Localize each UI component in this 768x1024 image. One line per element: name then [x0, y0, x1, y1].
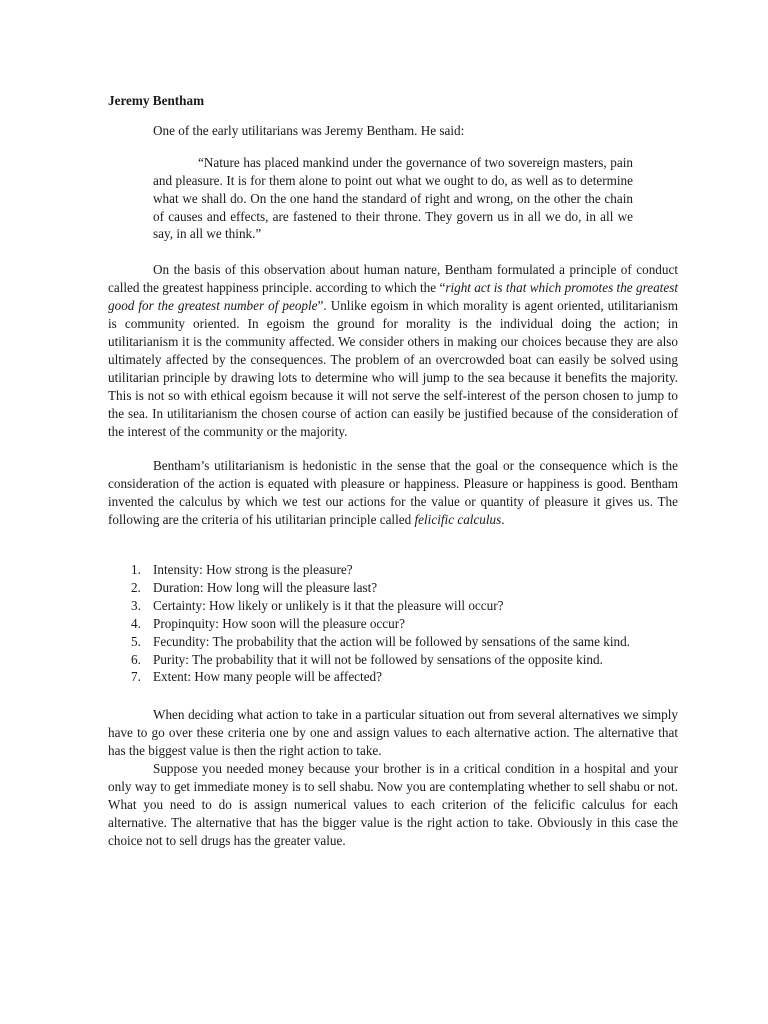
list-item-text: Certainty: How likely or unlikely is it that the pleasure will occur? — [153, 597, 504, 613]
document-heading: Jeremy Bentham — [108, 93, 205, 108]
para1-italic-phrase: right act is that which promotes the greatest good for the greatest number of people — [108, 280, 678, 314]
felicific-criteria-list — [108, 561, 678, 686]
bentham-quote: “Nature has placed mankind under the governance of two sovereign masters, pain and pleasure. It is for them alone to point out what we ought to do, as well as to determine what we shall do. On the one hand the standard of right and wrong, on the other the chain of causes and effects, are fastened to their throne. They govern us in all we do, in all we say, in all we think.” — [153, 154, 633, 242]
list-item — [108, 579, 678, 597]
list-item-text: Propinquity: How soon will the pleasure occur? — [153, 615, 405, 631]
list-item-text: Fecundity: The probability that the action will be followed by sensations of the same kind. — [153, 633, 630, 649]
list-item — [108, 633, 678, 651]
list-item-number: 7. — [131, 669, 141, 685]
hedonism-paragraph — [108, 457, 678, 529]
para2-text-end: . — [501, 512, 505, 528]
list-item-number: 4. — [131, 615, 141, 631]
para2-text-start: Bentham’s utilitarianism is hedonistic in the sense that the goal or the consequence which is the consideration of the action is equated with pleasure or happiness. Pleasure or happiness is good. Bentham invented the calculus by which we test our actions for the value or quantity of pleasure it gives us. The following are the criteria of his utilitarian principle called — [108, 458, 678, 528]
list-item — [108, 668, 678, 686]
list-item — [108, 615, 678, 633]
list-item-number: 1. — [131, 562, 141, 578]
list-item-number: 3. — [131, 597, 141, 613]
example-paragraph: Suppose you needed money because your brother is in a critical condition in a hospital and your only way to get immediate money is to sell shabu. Now you are contemplating whether to sell shabu or not. What you need to do is assign numerical values to each criterion of the felicific calculus for each alternative. The alternative that has the bigger value is the right action to take. Obviously in this case the choice not to sell drugs has the greater value. — [108, 761, 678, 848]
para1-text-start: On the basis of this observation about human nature, Bentham formulated a principle of conduct called the greatest happiness principle. according to which the “ — [108, 262, 678, 296]
list-item — [108, 597, 678, 615]
para1-text-end: ”. Unlike egoism in which morality is agent oriented, utilitarianism is community oriented. In egoism the ground for morality is the individual doing the action; in utilitarianism it is the community affected. We consider others in making our choices because they are also ultimately affected by the consequences. The problem of an overcrowded boat can easily be solved using utilitarian principle by drawing lots to determine who will jump to the sea because it benefits the majority. This is not so with ethical egoism because it will not serve the self-interest of the person chosen to jump to the sea. In utilitarianism the chosen course of action can easily be justified because of the consideration of the interest of the community or the majority. — [108, 298, 678, 439]
list-item — [108, 561, 678, 579]
list-item-number: 5. — [131, 633, 141, 649]
para2-italic-term: felicific calculus — [414, 512, 502, 528]
list-item-number: 2. — [131, 579, 141, 595]
list-item — [108, 651, 678, 669]
list-item-text: Duration: How long will the pleasure last? — [153, 579, 378, 595]
list-item-number: 6. — [131, 651, 141, 667]
greatest-happiness-paragraph — [108, 261, 678, 440]
document-page — [108, 92, 678, 867]
list-item-text: Intensity: How strong is the pleasure? — [153, 562, 353, 578]
list-item-text: Extent: How many people will be affected? — [153, 669, 382, 685]
decision-paragraph: When deciding what action to take in a particular situation out from several alternatives we simply have to go over these criteria one by one and assign values to each alternative action. The alternative that has the biggest value is then the right action to take. — [108, 707, 678, 759]
list-item-text: Purity: The probability that it will not be followed by sensations of the opposite kind. — [153, 651, 603, 667]
intro-paragraph: One of the early utilitarians was Jeremy Bentham. He said: — [153, 122, 465, 138]
